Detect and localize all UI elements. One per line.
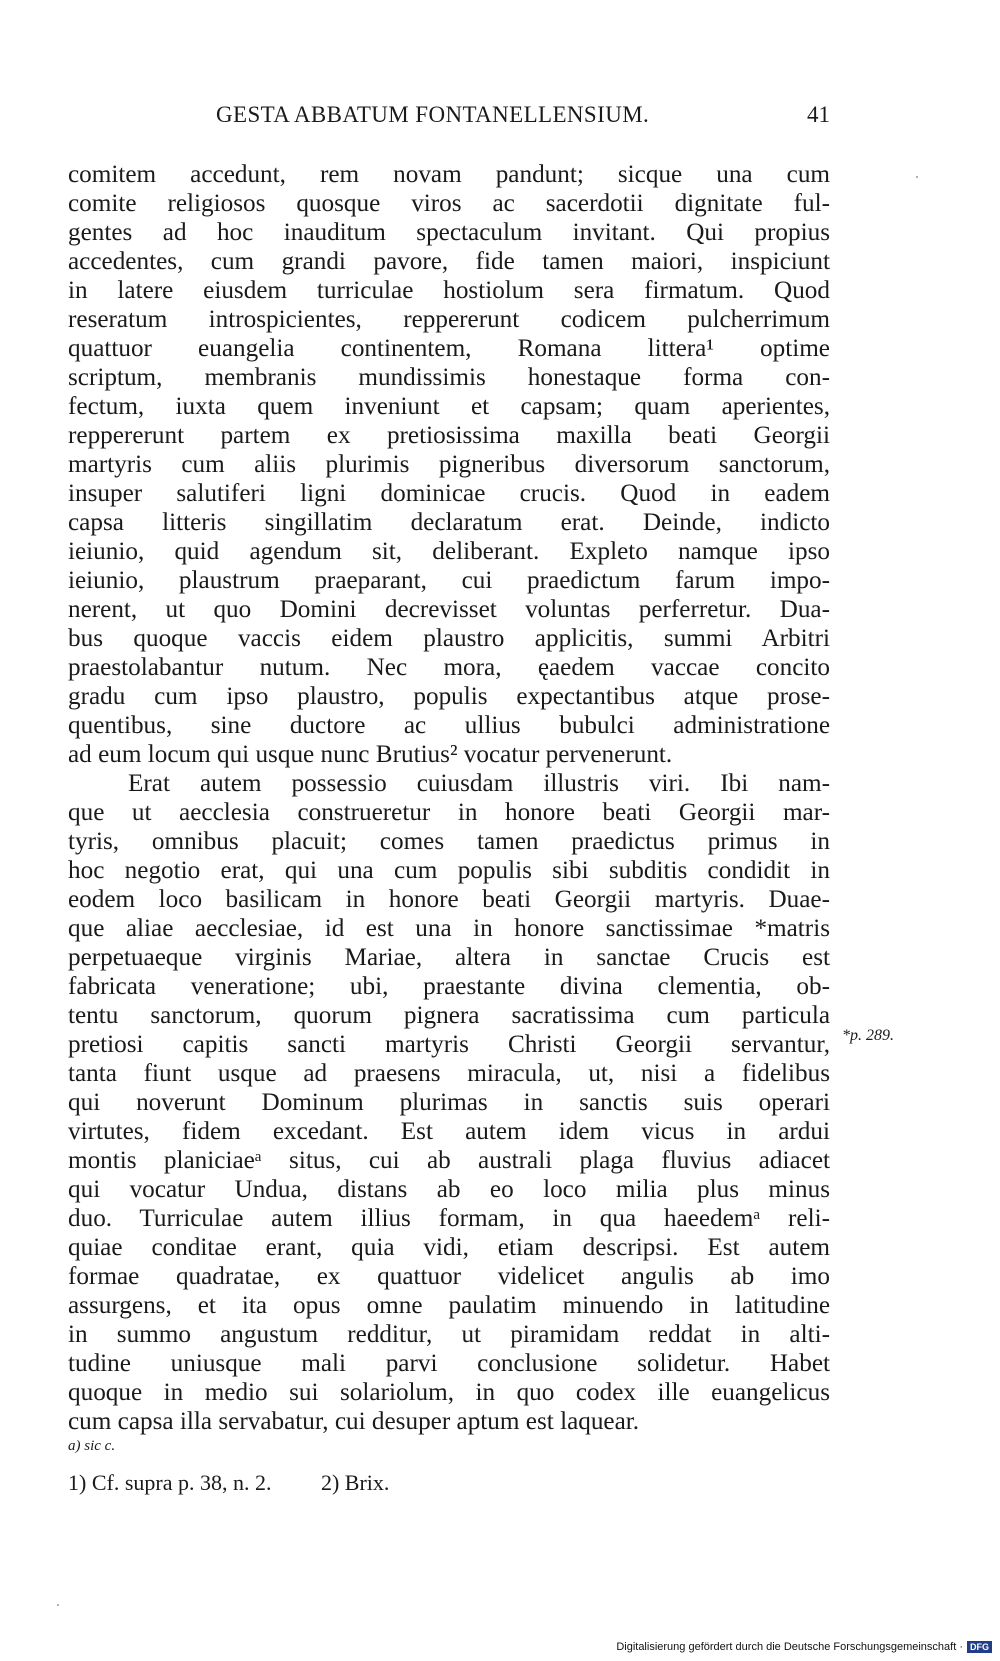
text-line: praestolabantur nutum. Nec mora, ęaedem vaccae concito [68, 654, 830, 681]
text-line: montis planiciaeᵃ situs, cui ab australi plaga fluvius adiacet [68, 1147, 830, 1174]
dfg-logo: DFG [967, 1641, 992, 1653]
text-line: tentu sanctorum, quorum pignera sacratissima cum particula [68, 1002, 830, 1029]
text-line: martyris cum aliis plurimis pigneribus diversorum sanctorum, [68, 451, 830, 478]
text-line: tanta fiunt usque ad praesens miracula, ut, nisi a fidelibus [68, 1060, 830, 1087]
text-line: perpetuaeque virginis Mariae, altera in sanctae Crucis est [68, 944, 830, 971]
text-line: fabricata veneratione; ubi, praestante divina clementia, ob- [68, 973, 830, 1000]
text-line: nerent, ut quo Domini decrevisset voluntas perferretur. Dua- [68, 596, 830, 623]
text-line: comite religiosos quosque viros ac sacerdotii dignitate ful- [68, 190, 830, 217]
body-text [68, 160, 830, 1436]
text-line: duo. Turriculae autem illius formam, in qua haeedemᵃ reli- [68, 1205, 830, 1232]
text-line: tyris, omnibus placuit; comes tamen praedictus primus in [68, 828, 830, 855]
text-line: fectum, iuxta quem inveniunt et capsam; quam aperientes, [68, 393, 830, 420]
text-line: eodem loco basilicam in honore beati Georgii martyris. Duae- [68, 886, 830, 913]
text-line: ad eum locum qui usque nunc Brutius² vocatur pervenerunt. [68, 741, 673, 768]
text-line: que ut aecclesia construeretur in honore beati Georgii mar- [68, 799, 830, 826]
footnote-2: 2) Brix. [320, 1470, 390, 1495]
text-line: insuper salutiferi ligni dominicae crucis. Quod in eadem [68, 480, 830, 507]
text-line: reseratum introspicientes, reppererunt codicem pulcherrimum [68, 306, 830, 333]
notes-section [68, 1438, 433, 1496]
scan-speck [916, 176, 918, 178]
text-line: formae quadratae, ex quattuor videlicet angulis ab imo [68, 1263, 830, 1290]
text-line: quentibus, sine ductore ac ullius bubulci administratione [68, 712, 830, 739]
text-line: quoque in medio sui solariolum, in quo codex ille euangelicus [68, 1379, 830, 1406]
text-line: quattuor euangelia continentem, Romana littera¹ optime [68, 335, 830, 362]
text-line: pretiosi capitis sancti martyris Christi Georgii servantur, [68, 1031, 830, 1058]
text-line: reppererunt partem ex pretiosissima maxilla beati Georgii [68, 422, 830, 449]
margin-page-reference: *p. 289. [842, 1027, 894, 1044]
text-line: hoc negotio erat, qui una cum populis sibi subditis condidit in [68, 857, 830, 884]
text-line: quiae conditae erant, quia vidi, etiam descripsi. Est autem [68, 1234, 830, 1261]
footnote-1: 1) Cf. supra p. 38, n. 2. [68, 1470, 272, 1495]
digitization-credit [616, 1641, 992, 1653]
page-number: 41 [807, 102, 830, 127]
text-line: accedentes, cum grandi pavore, fide tamen maiori, inspiciunt [68, 248, 830, 275]
text-line: in summo angustum redditur, ut piramidam reddat in alti- [68, 1321, 830, 1348]
text-line: scriptum, membranis mundissimis honestaque forma con- [68, 364, 830, 391]
text-line: ieiunio, plaustrum praeparant, cui praedictum farum impo- [68, 567, 830, 594]
running-header [68, 102, 830, 138]
footnotes [68, 1470, 433, 1496]
text-line: assurgens, et ita opus omne paulatim minuendo in latitudine [68, 1292, 830, 1319]
text-line: gentes ad hoc inauditum spectaculum invitant. Qui propius [68, 219, 830, 246]
text-line: qui noverunt Dominum plurimas in sanctis suis operari [68, 1089, 830, 1116]
text-line: qui vocatur Undua, distans ab eo loco milia plus minus [68, 1176, 830, 1203]
text-line: que aliae aecclesiae, id est una in honore sanctissimae *matris [68, 915, 830, 942]
text-line: Erat autem possessio cuiusdam illustris viri. Ibi nam- [128, 770, 830, 797]
variant-note: a) sic c. [68, 1438, 116, 1454]
text-line: tudine uniusque mali parvi conclusione solidetur. Habet [68, 1350, 830, 1377]
text-line: comitem accedunt, rem novam pandunt; sicque una cum [68, 161, 830, 188]
credit-text: Digitalisierung gefördert durch die Deutsche Forschungsgemeinschaft · [616, 1641, 963, 1653]
text-line: ieiunio, quid agendum sit, deliberant. Expleto namque ipso [68, 538, 830, 565]
running-title: GESTA ABBATUM FONTANELLENSIUM. [216, 102, 650, 127]
text-line: virtutes, fidem excedant. Est autem idem vicus in ardui [68, 1118, 830, 1145]
text-line: bus quoque vaccis eidem plaustro applicitis, summi Arbitri [68, 625, 830, 652]
text-line: capsa litteris singillatim declaratum erat. Deinde, indicto [68, 509, 830, 536]
text-line: gradu cum ipso plaustro, populis expectantibus atque prose- [68, 683, 830, 710]
text-line: in latere eiusdem turriculae hostiolum sera firmatum. Quod [68, 277, 830, 304]
scan-speck [57, 1604, 59, 1606]
text-line: cum capsa illa servabatur, cui desuper aptum est laquear. [68, 1408, 640, 1435]
